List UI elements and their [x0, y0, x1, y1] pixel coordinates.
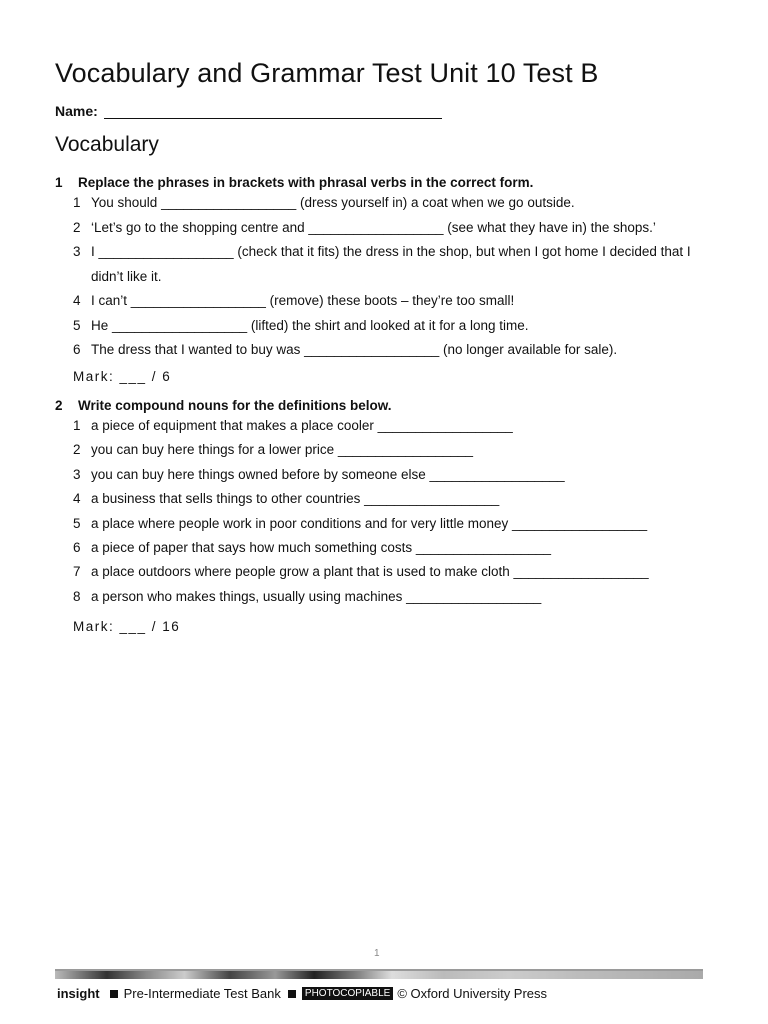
footer-series: Pre-Intermediate Test Bank [123, 986, 281, 1001]
footer-publisher: © Oxford University Press [397, 986, 548, 1001]
section-title: Vocabulary [55, 133, 159, 156]
page-title: Vocabulary and Grammar Test Unit 10 Test B [55, 58, 599, 88]
question-heading [55, 397, 701, 414]
item-number: 3 [73, 466, 81, 482]
mark-score: Mark: ___ / 6 [73, 369, 172, 384]
item-text: a business that sells things to other countries __________________ [91, 491, 500, 507]
item-number: 2 [73, 442, 81, 458]
list-item [55, 338, 701, 363]
list-item [55, 191, 701, 216]
item-number: 5 [73, 515, 81, 531]
item-number: 7 [73, 564, 81, 580]
item-text: a piece of equipment that makes a place cooler __________________ [91, 418, 513, 433]
page-number: 1 [374, 948, 380, 959]
item-text: I __________________ (check that it fits) the dress in the shop, but when I got home I decided that I didn’t like it. [91, 244, 691, 284]
item-text: a place where people work in poor conditions and for very little money __________________ [91, 515, 648, 531]
item-number: 2 [73, 219, 81, 235]
mark-score: Mark: ___ / 16 [73, 619, 181, 634]
item-text: a person who makes things, usually using machines __________________ [91, 588, 542, 604]
square-bullet-icon [288, 990, 296, 998]
item-text: a piece of paper that says how much something costs __________________ [91, 540, 552, 556]
question-number: 2 [55, 398, 63, 413]
list-item [55, 314, 701, 339]
list-item [55, 463, 701, 487]
item-text: you can buy here things owned before by someone else __________________ [91, 466, 565, 482]
list-item [55, 536, 701, 560]
name-field [55, 103, 442, 119]
item-number: 1 [73, 418, 81, 433]
list-item [55, 414, 701, 438]
list-item [55, 512, 701, 536]
name-label: Name: [55, 103, 98, 119]
footer-banner-image [55, 969, 703, 979]
item-number: 4 [73, 293, 81, 308]
list-item [55, 240, 701, 289]
item-number: 6 [73, 342, 81, 357]
question-2 [55, 397, 701, 609]
item-text: You should __________________ (dress yourself in) a coat when we go outside. [91, 195, 575, 210]
item-text: ‘Let’s go to the shopping centre and __________________ (see what they have in) the shops.’ [91, 219, 656, 235]
question-instruction: Write compound nouns for the definitions below. [78, 398, 392, 413]
question-1 [55, 174, 701, 363]
photocopiable-badge: PHOTOCOPIABLE [302, 987, 393, 1000]
item-text: I can’t __________________ (remove) these boots – they’re too small! [91, 293, 515, 308]
item-number: 5 [73, 317, 81, 333]
list-item [55, 585, 701, 609]
list-item [55, 560, 701, 584]
question-heading [55, 174, 701, 191]
item-number: 8 [73, 588, 81, 604]
list-item [55, 438, 701, 462]
square-bullet-icon [110, 990, 118, 998]
item-text: He __________________ (lifted) the shirt and looked at it for a long time. [91, 317, 529, 333]
item-number: 6 [73, 540, 81, 556]
list-item [55, 216, 701, 241]
question-number: 1 [55, 175, 63, 190]
footer-brand: insight [57, 986, 100, 1001]
question-instruction: Replace the phrases in brackets with phrasal verbs in the correct form. [78, 175, 534, 190]
item-text: a place outdoors where people grow a plant that is used to make cloth __________________ [91, 564, 649, 580]
item-text: The dress that I wanted to buy was __________________ (no longer available for sale). [91, 342, 618, 357]
item-number: 4 [73, 491, 81, 507]
item-number: 3 [73, 244, 81, 259]
name-input-line[interactable] [104, 103, 442, 119]
item-number: 1 [73, 195, 81, 210]
footer [57, 986, 547, 1001]
item-text: you can buy here things for a lower price __________________ [91, 442, 474, 458]
list-item [55, 289, 701, 314]
list-item [55, 487, 701, 511]
